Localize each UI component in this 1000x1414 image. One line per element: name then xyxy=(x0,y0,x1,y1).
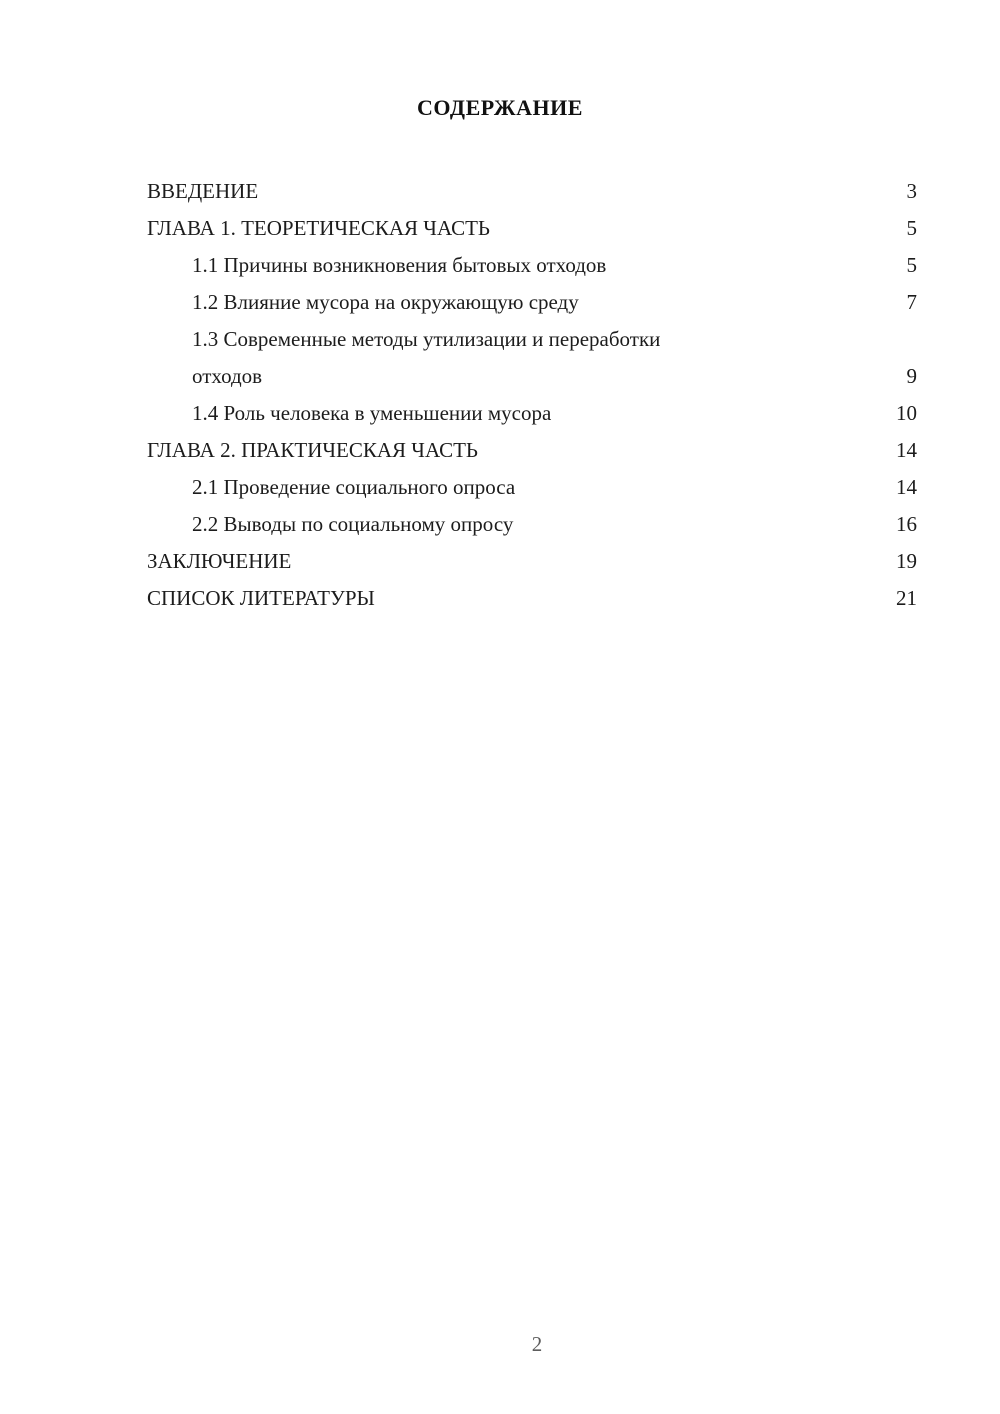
toc-entry-page-number: 10 xyxy=(896,401,917,425)
toc-entry-page-number: 14 xyxy=(896,475,917,499)
toc-entry-glava-2 xyxy=(147,432,917,469)
page-title: СОДЕРЖАНИЕ xyxy=(417,95,583,120)
toc-entry-1-2 xyxy=(147,284,917,321)
toc-entry-label: 2.1 Проведение социального опроса xyxy=(192,475,516,499)
toc-entry-label: 1.1 Причины возникновения бытовых отходов xyxy=(192,253,607,277)
toc-entry-label xyxy=(147,321,660,395)
toc-entry-label: ГЛАВА 1. ТЕОРЕТИЧЕСКАЯ ЧАСТЬ xyxy=(147,216,490,240)
toc-entry-glava-1 xyxy=(147,210,917,247)
toc-entry-label-line-2: отходов xyxy=(192,364,263,388)
toc-entry-1-4 xyxy=(147,395,917,432)
toc-entry-label: ЗАКЛЮЧЕНИЕ xyxy=(147,549,292,573)
toc-entry-page-number: 9 xyxy=(906,364,917,388)
toc-entry-page-number: 3 xyxy=(906,179,917,203)
toc-entry-spisok-literatury xyxy=(147,580,917,617)
toc-entry-label-line-1: 1.3 Современные методы утилизации и переработки xyxy=(192,327,661,351)
toc-entry-label: СПИСОК ЛИТЕРАТУРЫ xyxy=(147,586,375,610)
toc-entry-zaklyuchenie xyxy=(147,543,917,580)
toc-entry-vvedenie xyxy=(147,173,917,210)
toc-entry-page-number: 16 xyxy=(896,512,917,536)
toc-entry-page-number: 7 xyxy=(906,290,917,314)
toc-entry-2-2 xyxy=(147,506,917,543)
toc-entry-label: 2.2 Выводы по социальному опросу xyxy=(192,512,514,536)
toc-entry-1-1 xyxy=(147,247,917,284)
toc-entry-page-number: 21 xyxy=(896,586,917,610)
toc-entry-page-number: 5 xyxy=(906,216,917,240)
toc-entry-label: 1.4 Роль человека в уменьшении мусора xyxy=(192,401,552,425)
toc-entry-label: ВВЕДЕНИЕ xyxy=(147,179,259,203)
table-of-contents xyxy=(147,173,917,617)
toc-entry-page-number: 14 xyxy=(896,438,917,462)
toc-entry-label: ГЛАВА 2. ПРАКТИЧЕСКАЯ ЧАСТЬ xyxy=(147,438,478,462)
footer-page-number: 2 xyxy=(531,1332,543,1356)
toc-entry-label: 1.2 Влияние мусора на окружающую среду xyxy=(192,290,579,314)
toc-entry-page-number: 19 xyxy=(896,549,917,573)
toc-entry-2-1 xyxy=(147,469,917,506)
toc-entry-page-number: 5 xyxy=(906,253,917,277)
toc-entry-1-3 xyxy=(147,321,917,395)
